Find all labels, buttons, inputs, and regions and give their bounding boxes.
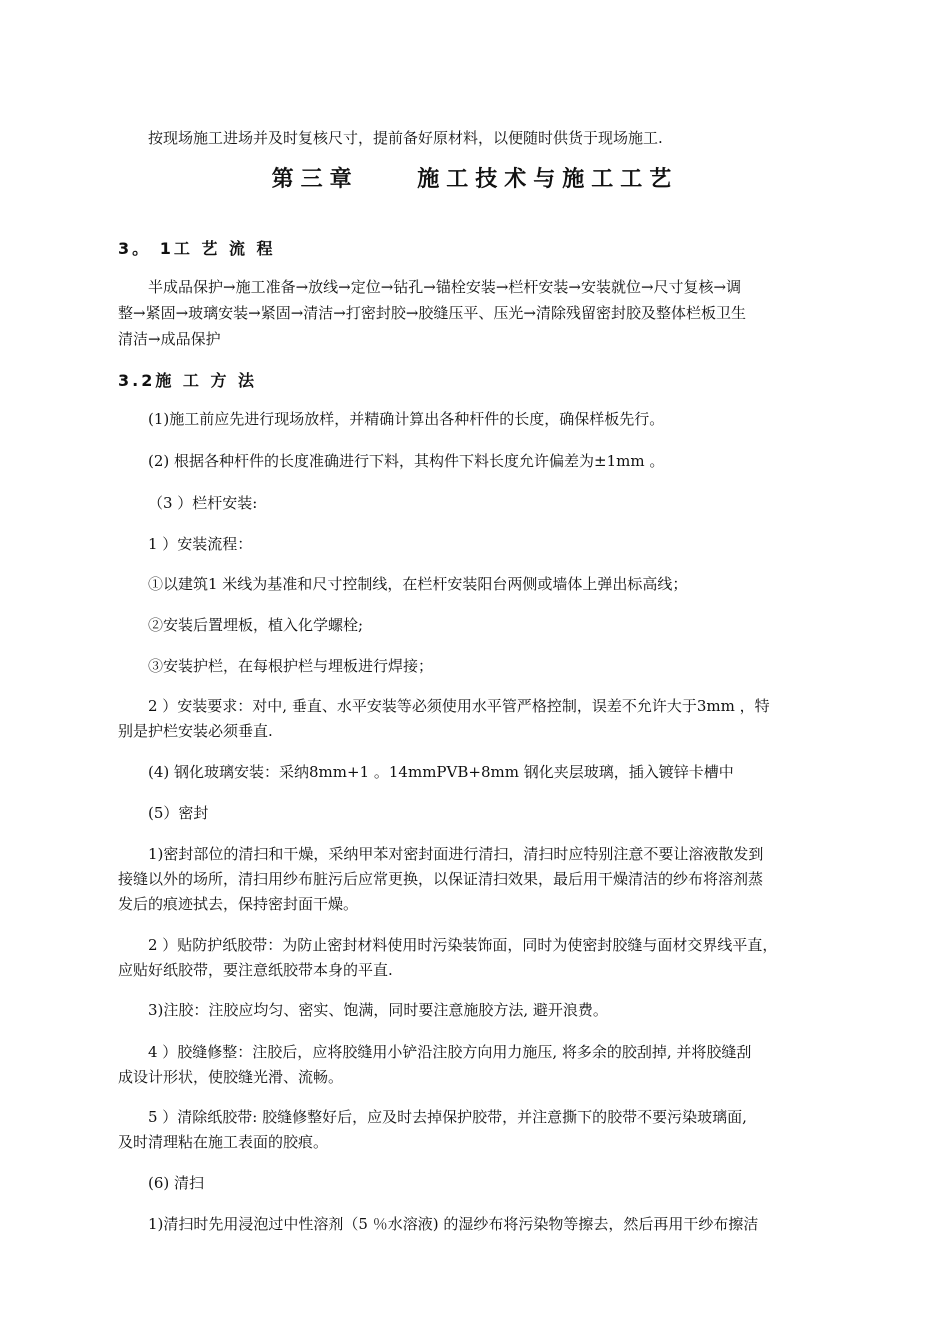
paragraph-5: ①以建筑1 米线为基准和尺寸控制线，在栏杆安装阳台两侧或墙体上弹出标高线； <box>148 575 688 593</box>
process-flow-line-1: 半成品保护→施工准备→放线→定位→钻孔→锚栓安装→栏杆安装→安装就位→尺寸复核→调 <box>148 278 742 296</box>
paragraph-11-line-2: 接缝以外的场所，清扫用纱布脏污后应常更换，以保证清扫效果，最后用干燥清洁的纱布将溶剂蒸 <box>118 870 764 888</box>
paragraph-11-line-1: 1)密封部位的清扫和干燥，采纳甲苯对密封面进行清扫，清扫时应特别注意不要让溶液散发到 <box>148 845 764 863</box>
paragraph-2: (2) 根据各种杆件的长度准确进行下料，其构件下料长度允许偏差为±1mm 。 <box>148 452 665 470</box>
paragraph-8-line-1: 2 ）安装要求：对中, 垂直、水平安装等必须使用水平管严格控制，误差不允许大于3mm ，特 <box>148 697 770 715</box>
paragraph-15-line-1: 5 ）清除纸胶带: 胶缝修整好后，应及时去掉保护胶带，并注意撕下的胶带不要污染玻璃面, <box>148 1108 747 1126</box>
paragraph-11-line-3: 发后的痕迹拭去，保持密封面干燥。 <box>118 895 359 913</box>
paragraph-10: (5）密封 <box>148 804 209 822</box>
chapter-title: 第三章 施工技术与施工工艺 <box>271 167 679 192</box>
paragraph-14-line-2: 成设计形状，使胶缝光滑、流畅。 <box>118 1068 344 1086</box>
paragraph-9: (4) 钢化玻璃安装：采纳8mm+1 。14mmPVB+8mm 钢化夹层玻璃，插入镀锌卡槽中 <box>148 763 734 781</box>
paragraph-8-line-2: 别是护栏安装必须垂直. <box>118 722 273 740</box>
paragraph-3: （3 ）栏杆安装: <box>148 494 258 512</box>
paragraph-13: 3)注胶：注胶应均匀、密实、饱满，同时要注意施胶方法, 避开浪费。 <box>148 1001 608 1019</box>
process-flow-line-3: 清洁→成品保护 <box>118 330 221 348</box>
paragraph-6: ②安装后置埋板，植入化学螺栓; <box>148 616 364 634</box>
paragraph-17: 1)清扫时先用浸泡过中性溶剂（5 ％水溶液) 的湿纱布将污染物等擦去，然后再用干纱布擦洁 <box>148 1215 759 1233</box>
section-1-heading: 3。 1工 艺 流 程 <box>118 239 276 258</box>
intro-line: 按现场施工进场并及时复核尺寸，提前备好原材料，以便随时供货于现场施工. <box>148 129 663 147</box>
paragraph-12-line-1: 2 ）贴防护纸胶带：为防止密封材料使用时污染装饰面，同时为使密封胶缝与面材交界线平直， <box>148 936 778 954</box>
process-flow-line-2: 整→紧固→玻璃安装→紧固→清洁→打密封胶→胶缝压平、压光→清除残留密封胶及整体栏板卫生 <box>118 304 746 322</box>
paragraph-7: ③安装护栏，在每根护栏与埋板进行焊接； <box>148 657 434 675</box>
paragraph-14-line-1: 4 ）胶缝修整：注胶后，应将胶缝用小铲沿注胶方向用力施压, 将多余的胶刮掉, 并将胶缝刮 <box>148 1043 752 1061</box>
paragraph-15-line-2: 及时清理粘在施工表面的胶痕。 <box>118 1133 329 1151</box>
paragraph-4: 1 ）安装流程： <box>148 535 253 553</box>
paragraph-1: (1)施工前应先进行现场放样，并精确计算出各种杆件的长度，确保样板先行。 <box>148 410 665 428</box>
section-2-heading: 3.2施 工 方 法 <box>118 371 258 390</box>
paragraph-12-line-2: 应贴好纸胶带，要注意纸胶带本身的平直. <box>118 961 393 979</box>
paragraph-16: (6) 清扫 <box>148 1174 205 1192</box>
